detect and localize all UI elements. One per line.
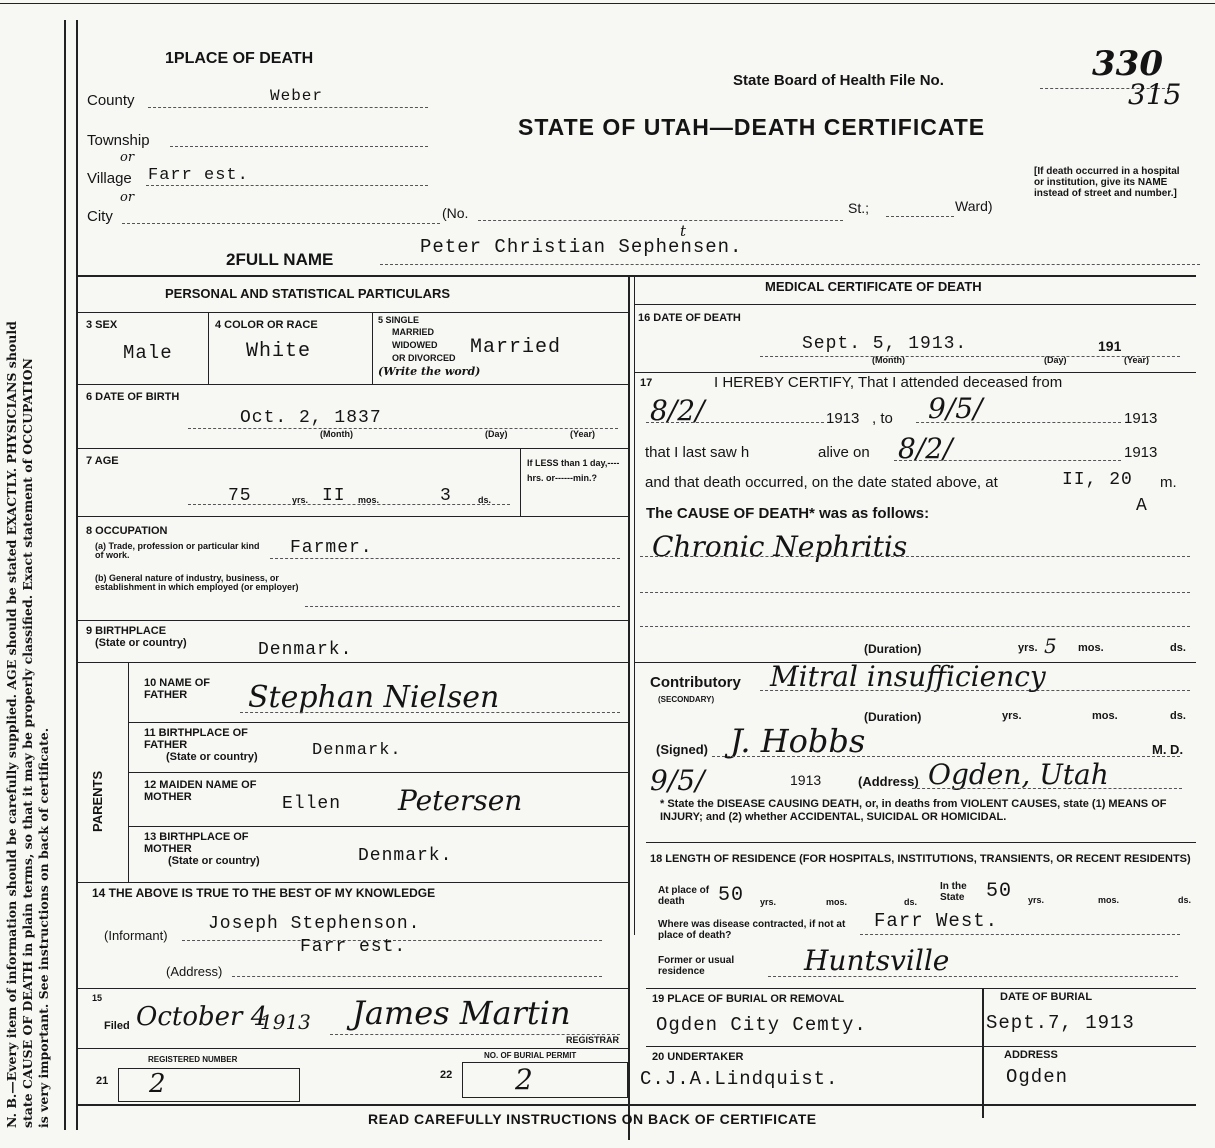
place-of-death-label: 1PLACE OF DEATH [165,50,314,67]
dod-label: 16 DATE OF DEATH [638,312,741,324]
birthplace-label: 9 BIRTHPLACE [86,625,167,637]
full-name-label: 2FULL NAME [226,250,334,269]
village-value: Farr est. [148,166,249,185]
state-yrs-label: yrs. [1028,895,1045,905]
burial-place-label: 19 PLACE OF BURIAL OR REMOVAL [652,993,845,1005]
certify-text: I HEREBY CERTIFY, That I attended deceased from [714,374,1063,391]
mother-label: 12 MAIDEN NAME OF MOTHER [144,779,257,803]
age-label: 7 AGE [86,455,119,467]
signed-label: (Signed) [656,742,708,757]
informant-heading: 14 THE ABOVE IS TRUE TO THE BEST OF MY KNOWLEDGE [92,886,436,900]
or-1: or [120,150,135,165]
street-no-label: (No. [442,205,469,221]
contributory-sub: (SECONDARY) [658,695,715,704]
marital-label-4: OR DIVORCED [392,353,456,363]
filed-label: Filed [104,1020,130,1032]
reg-number-value: 2 [149,1069,166,1099]
registrar-signature: James Martin [352,994,571,1032]
file-no-alt: 315 [1128,78,1182,111]
informant-label: (Informant) [104,928,168,943]
mother-bp-value: Denmark. [358,846,453,866]
informant-address-label: (Address) [166,964,223,979]
last-saw-year: 1913 [1124,444,1158,461]
attended-from-year: 1913 [826,410,860,427]
county-label: County [87,92,135,109]
marital-label-3: WIDOWED [392,340,438,350]
footer-instructions: READ CAREFULLY INSTRUCTIONS ON BACK OF CERTIFICATE [368,1111,817,1127]
mother-last-name: Petersen [398,784,523,817]
attended-to-year: 1913 [1124,410,1158,427]
dob-value: Oct. 2, 1837 [240,408,382,428]
file-no-value: 330 [1092,44,1163,84]
village-label: Village [87,170,132,187]
personal-title: PERSONAL AND STATISTICAL PARTICULARS [165,286,451,301]
duration-value: 5 [1044,634,1057,658]
place-yrs-label: yrs. [760,897,777,907]
margin-instructions [4,18,52,1128]
signed-year: 1913 [790,772,822,788]
filed-number: 15 [92,993,103,1003]
age-less-label: If LESS than 1 day,----hrs. or------min.? [527,458,620,483]
dod-suffix: 191 [1098,338,1122,354]
father-bp-value: Denmark. [312,741,402,760]
md-label: M. D. [1152,742,1184,757]
cause-label: The CAUSE OF DEATH* was as follows: [646,505,930,522]
duration-label-2: (Duration) [864,710,922,724]
marital-label-2: MARRIED [392,327,434,337]
attended-to: 9/5/ [928,392,983,425]
age-ds-label: ds. [478,495,492,505]
dob-day: (Day) [485,429,508,439]
duration-mos-1: mos. [1078,642,1104,654]
name-correction: t [680,222,687,240]
burial-date-label: DATE OF BURIAL [1000,991,1093,1003]
last-saw-label: that I last saw h [645,444,750,461]
certify-num: 17 [640,377,653,389]
burial-permit-box [462,1062,628,1098]
mother-first-name: Ellen [282,794,342,814]
marital-label-5: (Write the word) [378,365,481,378]
filed-date: October 4 [136,1002,268,1032]
dob-month: (Month) [320,429,353,439]
place-label: At place of death [658,885,710,907]
informant-value: Joseph Stephenson. [208,914,421,934]
duration-label-1: (Duration) [864,642,922,656]
residence-label: 18 LENGTH OF RESIDENCE (FOR HOSPITALS, INSTITUTIONS, TRANSIENTS, OR RECENT RESIDENTS) [650,853,1191,865]
reg-number-box [118,1068,300,1102]
age-months: II [322,486,346,506]
father-value: Stephan Nielsen [248,680,500,715]
physician-signature: J. Hobbs [730,722,866,760]
place-ds-label: ds. [904,897,918,907]
street-label: St.; [848,200,870,216]
contributory-label: Contributory [650,674,741,691]
mother-bp-sub: (State or country) [168,855,260,867]
death-time-am: A [1136,496,1148,516]
informant-address-value: Farr est. [300,937,407,957]
full-name-value: Peter Christian Sephensen. [420,236,743,258]
burial-permit-value: 2 [515,1063,533,1096]
reg-number-label: REGISTERED NUMBER [148,1055,238,1064]
reg-num: 21 [96,1075,109,1087]
age-mos-label: mos. [358,495,380,505]
age-days: 3 [440,486,452,506]
duration-yrs-1: yrs. [1018,642,1038,654]
county-value: Weber [270,87,324,105]
occupation-b-label: (b) General nature of industry, business, or establishment in which employed (or employer) [95,573,299,593]
filed-year: 1913 [260,1010,311,1034]
age-years: 75 [228,486,252,506]
last-saw-value: 8/2/ [898,432,953,465]
file-no-label: State Board of Health File No. [733,72,944,89]
age-yrs-label: yrs. [292,495,309,505]
marital-label-1: 5 SINGLE [378,315,420,325]
father-bp-label: 11 BIRTHPLACE OF FATHER [144,727,248,751]
signed-address-label: (Address) [858,774,919,789]
place-mos-label: mos. [826,897,848,907]
state-ds-label: ds. [1178,895,1192,905]
parents-label: PARENTS [90,770,105,832]
birthplace-value: Denmark. [258,640,353,660]
attended-to-label: , to [872,410,893,427]
left-border [64,20,66,1130]
duration-ds-1: ds. [1170,642,1186,654]
dod-value: Sept. 5, 1913. [802,334,968,354]
margin-line-1: N. B.—Every item of information should be carefully supplied. AGE should be stated EXACTLY. PHYSICIANS should [4,321,19,1128]
place-years: 50 [718,884,745,907]
margin-line-2: state CAUSE OF DEATH in plain terms, so that it may be properly classified. Exact statement of OCCUPATION [20,358,35,1128]
medical-title: MEDICAL CERTIFICATE OF DEATH [765,279,982,294]
death-time: II, 20 [1062,470,1133,490]
occupation-value: Farmer. [290,538,373,558]
burial-permit-label: NO. OF BURIAL PERMIT [484,1051,577,1060]
mother-bp-label: 13 BIRTHPLACE OF MOTHER [144,831,249,855]
occupation-label: 8 OCCUPATION [86,525,168,537]
dod-day: (Day) [1044,355,1067,365]
death-time-suffix: m. [1160,474,1177,491]
sex-label: 3 SEX [86,319,118,331]
or-2: or [120,190,135,205]
state-years: 50 [986,880,1013,903]
father-bp-sub: (State or country) [166,751,258,763]
left-border-inner [76,20,78,1130]
contracted-value: Farr West. [874,910,999,932]
certificate-title: STATE OF UTAH—DEATH CERTIFICATE [518,114,986,140]
state-label: In the State [940,881,967,903]
attended-from: 8/2/ [650,394,705,427]
signed-address-value: Ogden, Utah [928,758,1109,791]
permit-num: 22 [440,1069,453,1081]
cause-footnote: * State the DISEASE CAUSING DEATH, or, in deaths from VIOLENT CAUSES, state (1) MEANS OF INJURY; and (2) whether ACCIDENTAL, SUICIDAL OR HOMICIDAL. [660,798,1167,823]
registrar-label: REGISTRAR [566,1035,620,1045]
undertaker-address-label: ADDRESS [1004,1049,1058,1061]
duration-mos-2: mos. [1092,710,1118,722]
duration-ds-2: ds. [1170,710,1186,722]
last-saw-mid: alive on [818,444,870,461]
duration-yrs-2: yrs. [1002,710,1022,722]
color-label: 4 COLOR OR RACE [215,319,318,331]
signed-date: 9/5/ [650,764,705,797]
dob-year: (Year) [570,429,596,439]
undertaker-address-value: Ogden [1006,1066,1069,1088]
margin-line-3: is very important. See instructions on back of certificate. [36,727,51,1128]
hospital-note: [If death occurred in a hospital or institution, give its NAME instead of street and number.] [1034,166,1180,199]
state-mos-label: mos. [1098,895,1120,905]
contributory-value: Mitral insufficiency [770,660,1046,693]
cause-value: Chronic Nephritis [652,530,908,563]
color-value: White [246,340,312,363]
death-occurred-text: and that death occurred, on the date stated above, at [645,474,998,491]
burial-place-value: Ogden City Cemty. [656,1014,867,1036]
undertaker-value: C.J.A.Lindquist. [640,1068,839,1090]
top-edge [0,3,1215,4]
contracted-label: Where was disease contracted, if not at place of death? [658,919,846,941]
ward-label: Ward) [955,198,993,214]
city-label: City [87,208,113,225]
former-label: Former or usual residence [658,955,735,977]
burial-date-value: Sept.7, 1913 [986,1012,1135,1034]
sex-value: Male [123,342,173,364]
occupation-a-label: (a) Trade, profession or particular kind of work. [95,541,260,561]
undertaker-label: 20 UNDERTAKER [652,1051,744,1063]
dod-month: (Month) [872,355,905,365]
township-label: Township [87,132,150,149]
dob-label: 6 DATE OF BIRTH [86,391,180,403]
birthplace-sub: (State or country) [95,637,187,649]
marital-value: Married [470,336,562,359]
father-label: 10 NAME OF FATHER [144,677,211,701]
former-value: Huntsville [804,944,950,977]
dod-year: (Year) [1124,355,1150,365]
